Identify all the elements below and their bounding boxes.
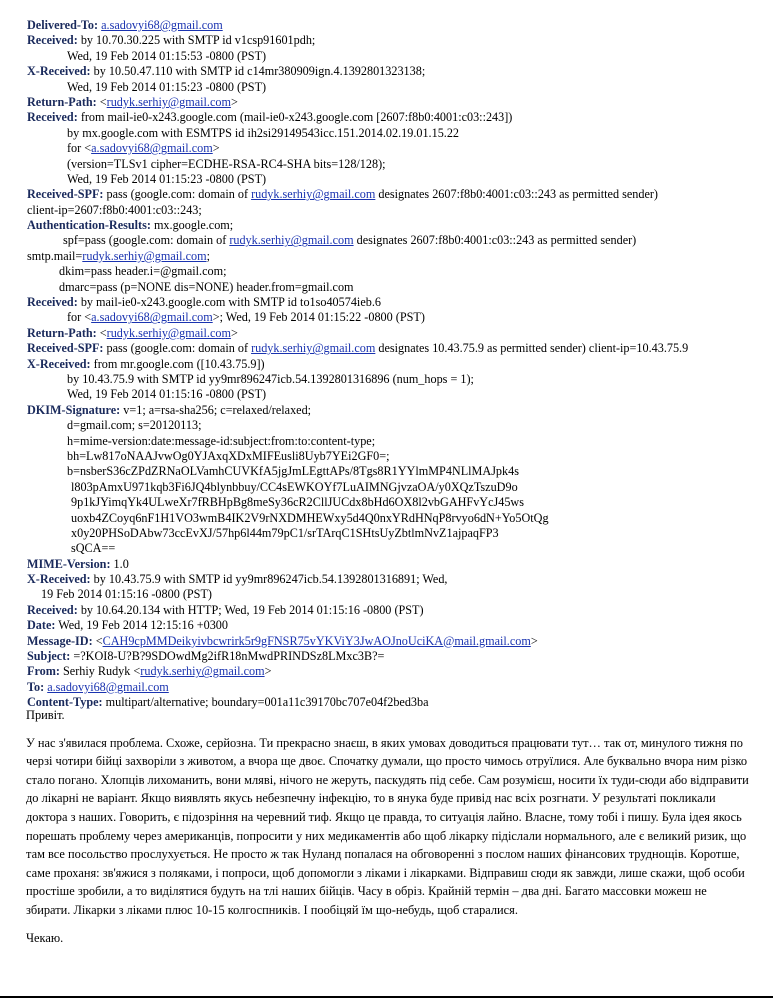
header-line xyxy=(27,141,767,156)
header-value: 9p1kJYimqYk4ULweXr7fRBHpBg8meSy36cR2CllJUCdx8bHd6OX8l2vbGAHFvYcJ45ws xyxy=(71,495,524,510)
header-value: Wed, 19 Feb 2014 01:15:23 -0800 (PST) xyxy=(67,171,267,186)
email-link[interactable]: rudyk.serhiy@gmail.com xyxy=(106,325,231,340)
header-key: Received: xyxy=(27,295,78,310)
header-value: < xyxy=(96,94,107,109)
header-value: from mail-ie0-x243.google.com (mail-ie0-x243.google.com [2607:f8b0:4001:c03::243]) xyxy=(77,110,513,125)
letter-greeting: Привіт. xyxy=(26,708,65,722)
header-value: by 10.70.30.225 with SMTP id v1csp91601pdh; xyxy=(77,33,316,48)
header-line xyxy=(27,387,767,402)
header-value: 19 Feb 2014 01:15:16 -0800 (PST) xyxy=(41,587,212,602)
header-value: for < xyxy=(67,310,92,325)
header-value: uoxb4ZCoyq6nF1H1VO3wmB4IK2V9rNXDMHEWxy5d4Q0nxYRdHNqP8rvyo6dN+Yo5OtQg xyxy=(71,510,549,525)
header-key: Received: xyxy=(27,110,78,125)
header-value-tail: > xyxy=(530,633,538,648)
header-key: MIME-Version: xyxy=(27,556,111,571)
header-value: dmarc=pass (p=NONE dis=NONE) header.from=gmail.com xyxy=(59,279,354,294)
header-value: client-ip=2607:f8b0:4001:c03::243; xyxy=(27,202,202,217)
header-value-tail: > xyxy=(230,325,238,340)
header-value-tail: designates 2607:f8b0:4001:c03::243 as permitted sender) xyxy=(375,187,658,202)
header-key: Received: xyxy=(27,33,78,48)
header-key: X-Received: xyxy=(27,356,91,371)
email-link[interactable]: rudyk.serhiy@gmail.com xyxy=(106,94,231,109)
header-line xyxy=(27,18,767,33)
email-link[interactable]: a.sadovyi68@gmail.com xyxy=(91,310,213,325)
header-line xyxy=(27,649,767,664)
header-line xyxy=(27,664,767,679)
header-key: Subject: xyxy=(27,649,71,664)
header-value: Wed, 19 Feb 2014 01:15:23 -0800 (PST) xyxy=(67,79,267,94)
header-key: DKIM-Signature: xyxy=(27,402,121,417)
header-value: Wed, 19 Feb 2014 01:15:53 -0800 (PST) xyxy=(67,48,267,63)
header-key: To: xyxy=(27,679,45,694)
letter-paragraph: У нас з'явилася проблема. Схоже, серйозна. Ти прекрасно знаєш, в яких умовах доводиться працювати тут… так от, минулого тижня по черзі чотири бійці захворіли з животом, а вчора ще двоє. Спочатку думали, що просто чимось отруїлися. Але буквально вчора ним різко стало погано. Хлопців лихоманить, вони мляві, нічого не жеруть, паскудять під себе. Сам розумієш, носити їх туди-сюди або відправити до лікарні не варіант. Якщо виявлять якусь небезпечну інфекцію, то в янука буде привід нас всіх розгнати. У результаті покликали доктора з наших. Говорить, є підозріння на черевний тиф. Якщо це правда, то ситуація лайно. Власне, тому тобі і пишу. Була ідея якось порешать проблему через американців, попросити у них медикаментів або щоб лікарку підіслали нормального, але є великий ризик, що там все посольство прослухується. Не просто ж так Нуланд попалася на обговоренні з послом наших фінансових труднощів. Коротше, саме проханя: зв'яжися з поляками, і попроси, щоб допомогли з ліками і лікарками. Відправиш сюди як завжди, лише скажи, щоб особи простіше зробили, а то виділятися будуть на тлі наших бійців. Часу в обріз. Крайній термін – два дні. Багато массовки можеш не збирати. Лікарки з ліками плюс 10-15 колгоспників. І пообіцяй їм що-небудь, щоб старалися. xyxy=(26,735,749,917)
header-line xyxy=(27,341,767,356)
header-line xyxy=(27,157,767,172)
header-value: (version=TLSv1 cipher=ECDHE-RSA-RC4-SHA bits=128/128); xyxy=(67,156,386,171)
header-key: Message-ID: xyxy=(27,633,93,648)
header-line xyxy=(27,372,767,387)
header-key: Received-SPF: xyxy=(27,341,104,356)
header-key: Return-Path: xyxy=(27,325,97,340)
header-line xyxy=(27,64,767,79)
email-link[interactable]: CAH9cpMMDeikyivbcwrirk5r9gFNSR75vYKViY3JwAOJnoUciKA@mail.gmail.com xyxy=(102,633,531,648)
header-line xyxy=(27,449,767,464)
header-line xyxy=(27,33,767,48)
header-line xyxy=(27,464,767,479)
header-line xyxy=(27,280,767,295)
header-line xyxy=(27,95,767,110)
email-link[interactable]: a.sadovyi68@gmail.com xyxy=(101,18,223,32)
header-line xyxy=(27,295,767,310)
header-value: Wed, 19 Feb 2014 01:15:16 -0800 (PST) xyxy=(67,387,267,402)
header-value: < xyxy=(96,325,107,340)
header-line xyxy=(27,495,767,510)
letter-closing: Чекаю. xyxy=(26,930,64,945)
header-line xyxy=(27,187,767,202)
header-key: From: xyxy=(27,664,60,679)
header-value-tail: designates 2607:f8b0:4001:c03::243 as permitted sender) xyxy=(353,233,637,248)
header-key: Authentication-Results: xyxy=(27,218,151,233)
header-key: Content-Type: xyxy=(27,695,103,710)
header-line xyxy=(27,572,767,587)
header-key: Received: xyxy=(27,602,78,617)
header-value: by 10.43.75.9 with SMTP id yy9mr896247icb.54.1392801316891; Wed, xyxy=(90,572,448,587)
header-value: by 10.64.20.134 with HTTP; Wed, 19 Feb 2014 01:15:16 -0800 (PST) xyxy=(77,602,424,617)
email-link[interactable]: rudyk.serhiy@gmail.com xyxy=(229,233,354,248)
header-line xyxy=(27,634,767,649)
header-line xyxy=(27,126,767,141)
header-line xyxy=(27,480,767,495)
bottom-divider xyxy=(0,996,773,998)
header-value: l803pAmxU971kqb3Fi6JQ4blynbbuy/CC4sEWKOYf7LuAIMNGjvzaOA/y0XQzTszuD9o xyxy=(71,479,518,494)
header-value: dkim=pass header.i=@gmail.com; xyxy=(59,264,227,279)
header-value: Serhiy Rudyk < xyxy=(59,664,141,679)
header-line xyxy=(27,403,767,418)
header-line xyxy=(27,80,767,95)
header-value: by mail-ie0-x243.google.com with SMTP id to1so40574ieb.6 xyxy=(77,295,381,310)
email-link[interactable]: rudyk.serhiy@gmail.com xyxy=(251,187,376,202)
header-value: bh=Lw817oNAAJvwOg0YJAxqXDxMIFEusli8Uyb7YEi2GF0=; xyxy=(67,448,390,463)
header-line xyxy=(27,618,767,633)
header-line xyxy=(27,418,767,433)
header-key: X-Received: xyxy=(27,572,91,587)
email-link[interactable]: rudyk.serhiy@gmail.com xyxy=(140,664,265,679)
header-line xyxy=(27,172,767,187)
header-value-tail: > xyxy=(230,94,238,109)
header-value-tail: > xyxy=(212,141,220,156)
header-line xyxy=(27,557,767,572)
header-key: Date: xyxy=(27,618,56,633)
header-line xyxy=(27,680,767,695)
header-value: by mx.google.com with ESMTPS id ih2si29149543icc.151.2014.02.19.01.15.22 xyxy=(67,125,460,140)
header-value: pass (google.com: domain of xyxy=(103,187,252,202)
header-value: h=mime-version:date:message-id:subject:from:to:content-type; xyxy=(67,433,376,448)
letter-body xyxy=(26,706,754,947)
header-line xyxy=(27,603,767,618)
header-value: from mr.google.com ([10.43.75.9]) xyxy=(90,356,265,371)
header-line xyxy=(27,233,767,248)
header-line xyxy=(27,511,767,526)
header-value-tail: designates 10.43.75.9 as permitted sender) client-ip=10.43.75.9 xyxy=(375,341,689,356)
header-value: multipart/alternative; boundary=001a11c39170bc707e04f2bed3ba xyxy=(102,695,429,710)
email-link[interactable]: a.sadovyi68@gmail.com xyxy=(47,679,169,694)
header-value: mx.google.com; xyxy=(150,218,234,233)
header-value: smtp.mail= xyxy=(27,248,83,263)
header-key: X-Received: xyxy=(27,64,91,79)
header-line xyxy=(27,541,767,556)
header-value: =?KOI8-U?B?9SDOwdMg2ifR18nMwdPRINDSz8LMxc3B?= xyxy=(70,649,385,664)
email-link[interactable]: a.sadovyi68@gmail.com xyxy=(91,141,213,156)
header-value: sQCA== xyxy=(71,541,116,556)
header-value: < xyxy=(92,633,103,648)
header-line xyxy=(27,110,767,125)
header-line xyxy=(27,526,767,541)
email-link[interactable]: rudyk.serhiy@gmail.com xyxy=(251,341,376,356)
header-value: b=nsberS36cZPdZRNaOLVamhCUVKfA5jgJmLEgttAPs/8Tgs8R1YYlmMP4NLlMAJpk4s xyxy=(67,464,519,479)
header-value: Wed, 19 Feb 2014 12:15:16 +0300 xyxy=(55,618,228,633)
header-key: Received-SPF: xyxy=(27,187,104,202)
header-value: by 10.50.47.110 with SMTP id c14mr380909ign.4.1392801323138; xyxy=(90,64,426,79)
header-line xyxy=(27,49,767,64)
header-line xyxy=(27,249,767,264)
header-key: Return-Path: xyxy=(27,94,97,109)
header-line xyxy=(27,310,767,325)
header-line xyxy=(27,357,767,372)
header-line xyxy=(27,218,767,233)
header-value: spf=pass (google.com: domain of xyxy=(63,233,230,248)
header-value: x0y20PHSoDAbw73ccEvXJ/57hp6l44m79pC1/srTArqC1SHtsUyZbtlmNvZ1ajpaqFP3 xyxy=(71,525,499,540)
header-value: v=1; a=rsa-sha256; c=relaxed/relaxed; xyxy=(120,402,312,417)
header-line xyxy=(27,326,767,341)
header-value: d=gmail.com; s=20120113; xyxy=(67,418,202,433)
header-key: Delivered-To: xyxy=(27,18,99,32)
header-value-tail: > xyxy=(264,664,272,679)
header-value: by 10.43.75.9 with SMTP id yy9mr896247icb.54.1392801316896 (num_hops = 1); xyxy=(67,371,474,386)
header-line xyxy=(27,587,767,602)
email-headers xyxy=(27,18,767,711)
email-link[interactable]: rudyk.serhiy@gmail.com xyxy=(82,248,207,263)
header-value-tail: >; Wed, 19 Feb 2014 01:15:22 -0800 (PST) xyxy=(212,310,425,325)
header-line xyxy=(27,434,767,449)
header-value: for < xyxy=(67,141,92,156)
header-value-tail: ; xyxy=(206,248,210,263)
header-value: pass (google.com: domain of xyxy=(103,341,252,356)
header-line xyxy=(27,264,767,279)
header-value: 1.0 xyxy=(110,556,129,571)
header-line xyxy=(27,203,767,218)
